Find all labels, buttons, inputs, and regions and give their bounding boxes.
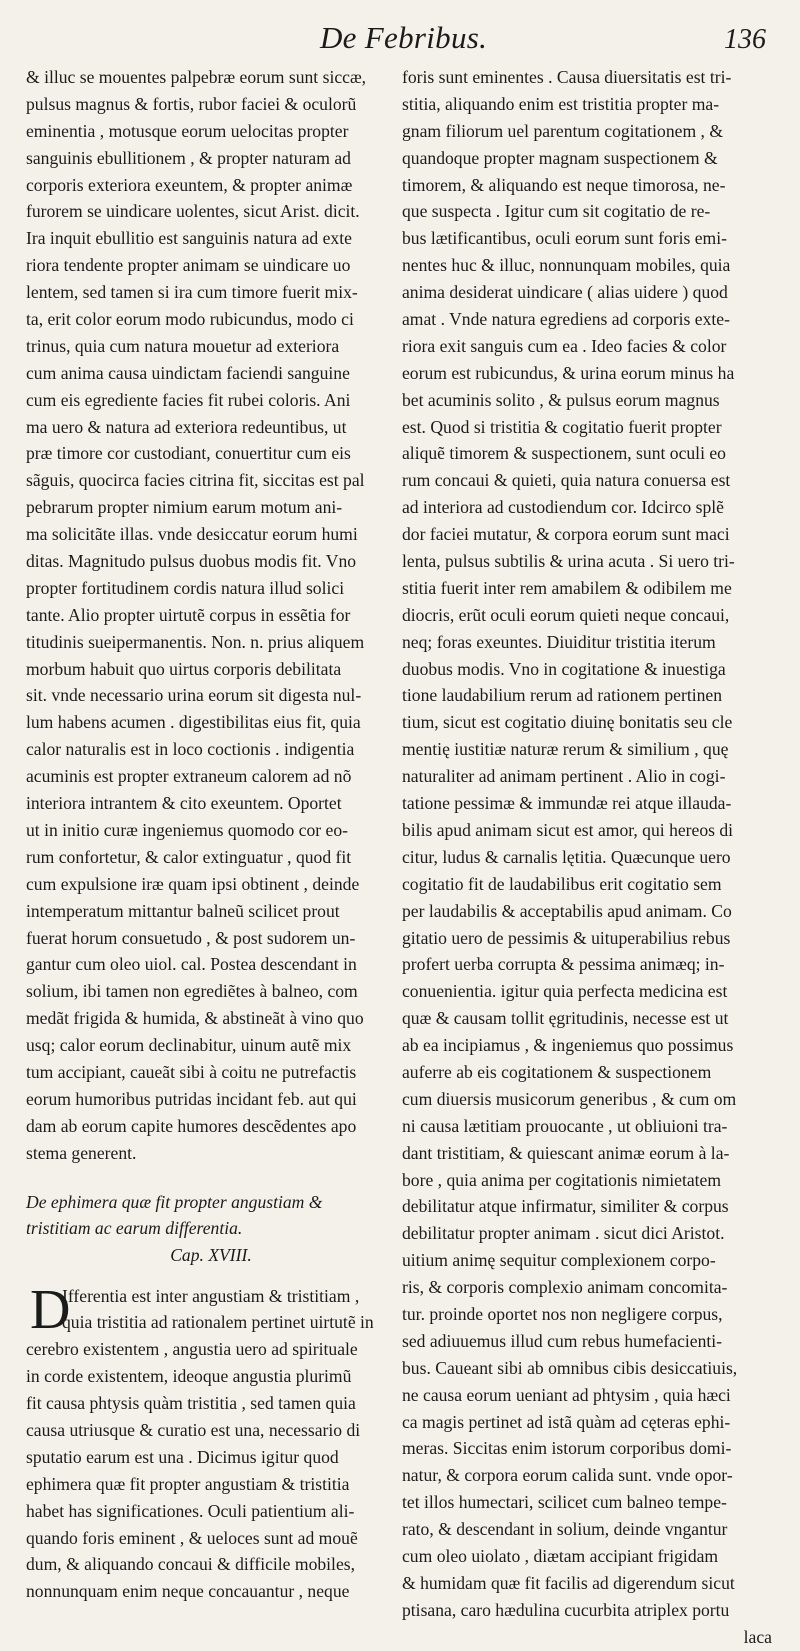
text-line: quia tristitia ad rationalem pertinet uirtutẽ in: [62, 1312, 374, 1333]
text-line: lentem, sed tamen si ira cum timore fuerit mix-: [26, 282, 358, 303]
text-line: acuminis est propter extraneum calorem ad nõ: [26, 766, 352, 787]
text-line: anima desiderat uindicare ( alias uidere ) quod: [402, 282, 728, 303]
text-line: ni causa lætitiam prouocante , ut obliuioni tra-: [402, 1115, 728, 1136]
text-line: propter fortitudinem cordis natura illud solici: [26, 577, 345, 598]
text-line: cogitatio fit de laudabilibus erit cogitatio sem: [402, 873, 722, 894]
text-line: Ifferentia est inter angustiam & tristitiam ,: [62, 1285, 360, 1306]
right-column: [402, 64, 772, 1651]
left-body-text: [26, 64, 396, 1167]
text-line: aliquẽ timorem & suspectionem, sunt oculi eo: [402, 443, 726, 464]
text-line: bilis apud animam sicut est amor, qui hereos di: [402, 819, 734, 840]
text-line: tum accipiant, caueãt sibi à coitu ne putrefactis: [26, 1061, 357, 1082]
text-line: tur. proinde oportet nos non negligere corpus,: [402, 1303, 723, 1324]
text-line: rum confortetur, & calor extinguatur , quod fit: [26, 846, 352, 867]
text-line: ca magis pertinet ad istã quàm ad cęteras ephi-: [402, 1411, 731, 1432]
text-line: morbum habuit quo uirtus corporis debilitata: [26, 658, 342, 679]
text-line: debilitatur atque infirmatur, similiter & corpus: [402, 1196, 729, 1217]
text-line: auferre ab eis cogitationem & suspectionem: [402, 1061, 712, 1082]
text-line: tium, sicut est cogitatio diuinę bonitatis seu cle: [402, 712, 733, 733]
text-line: solium, ibi tamen non egrediẽtes à balneo, com: [26, 981, 358, 1002]
text-line: & illuc se mouentes palpebræ eorum sunt siccæ,: [26, 67, 367, 87]
text-line: ris, & corporis complexio animam concomita-: [402, 1277, 728, 1298]
text-line: uitium animę sequitur complexionem corpo-: [402, 1250, 716, 1271]
text-line: riora tendente propter animam se uindicare uo: [26, 255, 351, 276]
running-title: De Febribus.: [320, 20, 488, 55]
text-line: sanguinis ebullitionem , & propter naturam ad: [26, 147, 351, 168]
text-line: cum anima causa uindictam faciendi sanguine: [26, 362, 350, 383]
text-line: tet illos humectari, scilicet cum balneo tempe-: [402, 1492, 727, 1513]
text-line: ut in initio curæ ingeniemus quomodo cor eo-: [26, 819, 349, 840]
text-line: eorum humoribus putridas incidant feb. aut qui: [26, 1088, 357, 1109]
text-line: quandoque propter magnam suspectionem &: [402, 147, 718, 168]
text-line: riora exit sanguis cum ea . Ideo facies & color: [402, 335, 727, 356]
text-line: bet acuminis solito , & pulsus eorum magnus: [402, 389, 720, 410]
text-line: eminentia , motusque eorum uelocitas propter: [26, 120, 349, 141]
text-line: fit causa phtysis quàm tristitia , sed tamen quia: [26, 1393, 356, 1414]
text-line: debilitatur propter animam . sicut dici Aristot.: [402, 1223, 725, 1244]
text-line: ephimera quæ fit propter angustiam & tristitia: [26, 1473, 350, 1494]
text-line: & humidam quæ fit facilis ad digerendum sicut: [402, 1572, 735, 1593]
text-line: dum, & aliquando concaui & difficile mobiles,: [26, 1554, 355, 1575]
text-line: ta, erit color eorum modo rubicundus, modo ci: [26, 309, 354, 330]
text-line: præ timore cor custodiant, conuertitur cum eis: [26, 443, 351, 464]
text-line: bore , quia anima per cogitationis nimietatem: [402, 1169, 722, 1190]
text-line: laca: [743, 1626, 772, 1647]
text-line: pulsus magnus & fortis, rubor faciei & oculorũ: [26, 93, 357, 114]
text-line: trinus, quia cum natura mouetur ad exteriora: [26, 335, 340, 356]
text-line: ditas. Magnitudo pulsus duobus modis fit. Vno: [26, 551, 357, 572]
text-line: neq; foras exeuntes. Diuiditur tristitia iterum: [402, 631, 716, 652]
text-line: cum eis egrediente facies fit rubei coloris. Ani: [26, 389, 351, 410]
text-line: medãt frigida & humida, & abstineãt à vino quo: [26, 1008, 364, 1029]
text-line: conuenientia. igitur quia perfecta medicina est: [402, 981, 728, 1002]
text-line: ab ea incipiamus , & ingeniemus quo possimus: [402, 1035, 734, 1056]
drop-cap-initial: D: [30, 1278, 71, 1341]
text-line: meras. Siccitas enim istorum corporibus domi-: [402, 1438, 732, 1459]
chapter-body: [26, 1278, 396, 1606]
text-line: calor naturalis est in loco coctionis . indigentia: [26, 739, 355, 760]
text-line: tione laudabilium rerum ad rationem pertinen: [402, 685, 723, 706]
text-line: dor faciei mutatur, & corpora eorum sunt maci: [402, 524, 730, 545]
text-line: cum oleo uiolato , diætam accipiant frigidam: [402, 1545, 719, 1566]
text-line: stema generent.: [26, 1142, 137, 1163]
left-column: [26, 64, 396, 1605]
text-line: in corde existentem, ideoque angustia plurimũ: [26, 1366, 352, 1387]
chapter-heading: [26, 1189, 396, 1241]
text-line: natur, & corpora eorum calida sunt. vnde opor-: [402, 1465, 733, 1486]
text-line: pebrarum propter nimium earum motum ani-: [26, 497, 343, 518]
text-line: eorum est rubicundus, & urina eorum minus ha: [402, 362, 735, 383]
text-line: rato, & descendant in solium, deinde vngantur: [402, 1519, 728, 1540]
page-number: 136: [724, 24, 766, 55]
text-line: profert uerba corrupta & pessima animæq; in-: [402, 954, 725, 975]
text-line: bus lætificantibus, oculi eorum sunt foris emi-: [402, 228, 727, 249]
text-line: bus. Caueant sibi ab omnibus cibis desiccatiuis,: [402, 1357, 738, 1378]
text-line: gnam filiorum uel parentum cogitationem , &: [402, 120, 724, 141]
text-line: lum habens acumen . digestibilitas eius fit, quia: [26, 712, 361, 733]
running-head: [0, 18, 800, 58]
text-line: cum expulsione iræ quam ipsi obtinent , deinde: [26, 873, 360, 894]
text-line: sit. vnde necessario urina eorum sit digesta nul-: [26, 685, 362, 706]
text-line: ne causa eorum ueniant ad phtysim , quia hæci: [402, 1384, 731, 1405]
text-line: ma solicitãte illas. vnde desiccatur eorum humi: [26, 524, 358, 545]
text-line: Ira inquit ebullitio est sanguinis natura ad exte: [26, 228, 352, 249]
text-line: mentię iustitiæ naturæ rerum & similium , quę: [402, 739, 729, 760]
text-line: diocris, erũt oculi eorum quieti neque concaui,: [402, 604, 730, 625]
text-line: sputatio earum est una . Dicimus igitur quod: [26, 1446, 339, 1467]
text-line: cerebro existentem , angustia uero ad spirituale: [26, 1339, 358, 1360]
text-line: interiora intrantem & cito exeuntem. Oportet: [26, 793, 342, 814]
text-line: que suspecta . Igitur cum sit cogitatio de re-: [402, 201, 711, 222]
text-line: est. Quod si tristitia & cogitatio fuerit propter: [402, 416, 722, 437]
text-line: tatione pessimæ & immundæ rei atque illauda-: [402, 793, 732, 814]
text-line: corporis exteriora exeuntem, & propter animæ: [26, 174, 353, 195]
text-line: De ephimera quæ fit propter angustiam &: [26, 1191, 323, 1212]
text-line: nentes huc & illuc, nonnunquam mobiles, quia: [402, 255, 731, 276]
text-line: sed adiuuemus illud cum rebus humefacienti-: [402, 1330, 723, 1351]
right-body-text: [402, 64, 772, 1651]
text-line: tante. Alio propter uirtutẽ corpus in essẽtia for: [26, 604, 351, 625]
text-line: quæ & causam tollit ęgritudinis, necesse est ut: [402, 1008, 729, 1029]
text-line: timorem, & aliquando est neque timorosa, ne-: [402, 174, 726, 195]
text-line: intemperatum mittantur balneũ scilicet prout: [26, 900, 340, 921]
text-line: ptisana, caro hædulina cucurbita atriplex portu: [402, 1599, 730, 1620]
text-line: stitia fuerit inter rem amabilem & odibilem me: [402, 577, 732, 598]
text-line: citur, ludus & carnalis lętitia. Quæcunque uero: [402, 846, 731, 867]
text-line: tristitiam ac earum differentia.: [26, 1217, 243, 1238]
text-line: usq; calor eorum declinabitur, uinum autẽ mix: [26, 1035, 352, 1056]
text-line: gitatio uero de pessimis & uituperabilius rebus: [402, 927, 731, 948]
text-line: amat . Vnde natura egrediens ad corporis exte-: [402, 309, 730, 330]
text-line: dant tristitiam, & quiescant animæ eorum à la-: [402, 1142, 730, 1163]
text-line: ad interiora ad custodiendum cor. Idcirco splẽ: [402, 497, 724, 518]
text-line: naturaliter ad animam pertinent . Alio in cogi-: [402, 766, 726, 787]
text-line: habet has significationes. Oculi patientium ali-: [26, 1500, 355, 1521]
text-line: foris sunt eminentes . Causa diuersitatis est tri-: [402, 67, 732, 87]
text-line: fuerat horum consuetudo , & post sudorem un-: [26, 927, 356, 948]
chapter-number: Cap. XVIII.: [170, 1244, 252, 1265]
text-line: causa utriusque & curatio est una, necessario di: [26, 1419, 361, 1440]
text-line: lenta, pulsus subtilis & urina acuta . Si uero tri-: [402, 551, 735, 572]
text-line: ma uero & natura ad exteriora redeuntibus, ut: [26, 416, 347, 437]
text-line: dam ab eorum capite humores descẽdentes apo: [26, 1115, 357, 1136]
text-line: quando foris eminent , & ueloces sunt ad mouẽ: [26, 1527, 358, 1548]
text-line: stitia, aliquando enim est tristitia propter ma-: [402, 93, 720, 114]
text-line: furorem se uindicare uolentes, sicut Arist. dicit.: [26, 201, 360, 222]
text-line: rum concaui & quieti, quia natura conuersa est: [402, 470, 731, 491]
text-line: cum diuersis musicorum generibus , & cum om: [402, 1088, 737, 1109]
text-line: nonnunquam enim neque concauantur , neque: [26, 1581, 350, 1602]
text-line: titudinis sueipermanentis. Non. n. prius aliquem: [26, 631, 365, 652]
text-line: duobus modis. Vno in cogitatione & inuestiga: [402, 658, 726, 679]
text-line: per laudabilis & acceptabilis apud animam. Co: [402, 900, 732, 921]
text-line: sãguis, quocirca facies citrina fit, siccitas est pal: [26, 470, 365, 491]
text-line: gantur cum oleo uiol. cal. Postea descendant in: [26, 954, 357, 975]
